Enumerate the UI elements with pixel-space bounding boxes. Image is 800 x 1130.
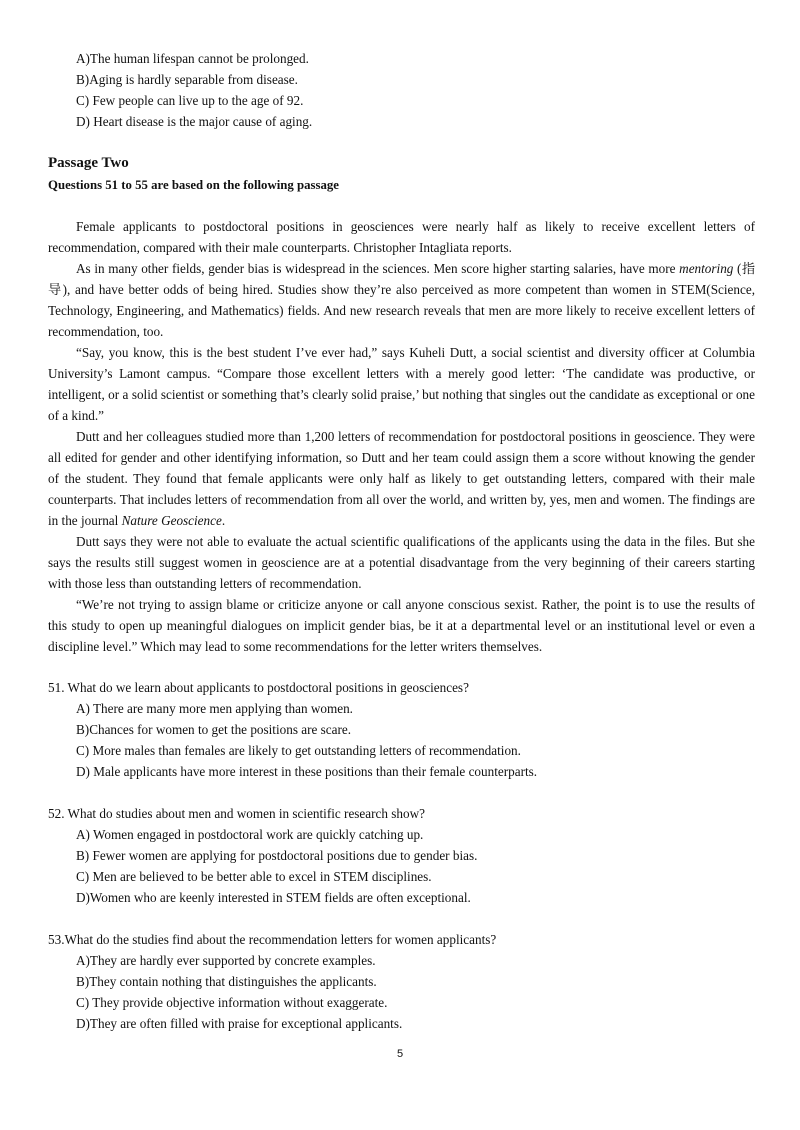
- passage-paragraph-5: Dutt says they were not able to evaluate the actual scientific qualifications of the applicants using the data in the files. But she says the results still suggest women in geoscience are at a potential disadvantage from the very beginning of their careers starting with those less than outstanding letters of recommendation.: [48, 534, 755, 591]
- passage-paragraph-3: “Say, you know, this is the best student I’ve ever had,” says Kuheli Dutt, a social scientist and diversity officer at Columbia University’s Lamont campus. “Compare those excellent letters with a merely good letter: ‘The candidate was productive, or intelligent, or a solid scientist or something that’s clearly solid praise,’ but nothing that singles out the candidate as exceptional or one of a kind.”: [48, 345, 755, 423]
- passage-paragraph-4: [48, 426, 755, 531]
- prev-option-b: B)Aging is hardly separable from disease.: [76, 72, 298, 87]
- question-51-option-a: A) There are many more men applying than women.: [76, 701, 353, 716]
- question-53-option-b: B)They contain nothing that distinguishes the applicants.: [76, 974, 377, 989]
- passage-paragraph-2: [48, 258, 755, 342]
- question-51-option-c: C) More males than females are likely to get outstanding letters of recommendation.: [76, 743, 521, 758]
- paragraph-4-journal-name: Nature Geoscience: [121, 513, 222, 528]
- passage-paragraph-1: Female applicants to postdoctoral positions in geosciences were nearly half as likely to receive excellent letters of recommendation, compared with their male counterparts. Christopher Intagliata reports.: [48, 219, 755, 255]
- question-52-option-a: A) Women engaged in postdoctoral work are quickly catching up.: [76, 827, 424, 842]
- page-number: 5: [396, 1048, 404, 1060]
- question-53-option-a: A)They are hardly ever supported by concrete examples.: [76, 953, 376, 968]
- question-52-option-c: C) Men are believed to be better able to excel in STEM disciplines.: [76, 869, 432, 884]
- question-52-option-b: B) Fewer women are applying for postdoctoral positions due to gender bias.: [76, 848, 478, 863]
- passage-subtitle: Questions 51 to 55 are based on the following passage: [48, 178, 339, 192]
- paragraph-2-text-a: As in many other fields, gender bias is widespread in the sciences. Men score higher starting salaries, have more: [76, 261, 680, 276]
- question-53-option-c: C) They provide objective information without exaggerate.: [76, 995, 388, 1010]
- prev-option-d: D) Heart disease is the major cause of aging.: [76, 114, 313, 129]
- question-51-option-b: B)Chances for women to get the positions are scare.: [76, 722, 352, 737]
- question-53-stem: 53.What do the studies find about the recommendation letters for women applicants?: [48, 932, 497, 947]
- passage-paragraph-6: “We’re not trying to assign blame or criticize anyone or call anyone conscious sexist. Rather, the point is to use the results of this study to open up meaningful dialogues on implicit gender bias, be it at a departmental level or an institutional level or even a discipline level.” Which may lead to some recommendations for the letter writers themselves.: [48, 597, 755, 654]
- question-52-stem: 52. What do studies about men and women in scientific research show?: [48, 806, 425, 821]
- question-51-stem: 51. What do we learn about applicants to postdoctoral positions in geosciences?: [48, 680, 469, 695]
- paragraph-4-text-b: .: [221, 513, 226, 528]
- paragraph-2-italic-term: mentoring: [679, 261, 734, 276]
- paragraph-4-text-a: Dutt and her colleagues studied more than 1,200 letters of recommendation for postdoctoral positions in geoscience. They were all edited for gender and other identifying information, so Dutt and her team could assign them a score without knowing the gender of the student. They found that female applicants were only half as likely to get outstanding letters, compared with their male counterparts. That includes letters of recommendation from all over the world, and written by, yes, men and women. The findings are in the journal: [48, 429, 755, 528]
- prev-option-a: A)The human lifespan cannot be prolonged.: [76, 51, 309, 66]
- question-52-option-d: D)Women who are keenly interested in STEM fields are often exceptional.: [76, 890, 471, 905]
- question-51-option-d: D) Male applicants have more interest in these positions than their female counterparts.: [76, 764, 538, 779]
- passage-body: [48, 216, 755, 657]
- paragraph-2-text-b: (指导), and have better odds of being hired. Studies show they’re also perceived as more competent than women in STEM(Science, Technology, Engineering, and Mathematics) fields. And new research reveals that men are more likely to receive excellent letters of recommendation, too.: [48, 261, 756, 339]
- prev-option-c: C) Few people can live up to the age of 92.: [76, 93, 304, 108]
- passage-title: Passage Two: [48, 155, 129, 171]
- question-53-option-d: D)They are often filled with praise for exceptional applicants.: [76, 1016, 403, 1031]
